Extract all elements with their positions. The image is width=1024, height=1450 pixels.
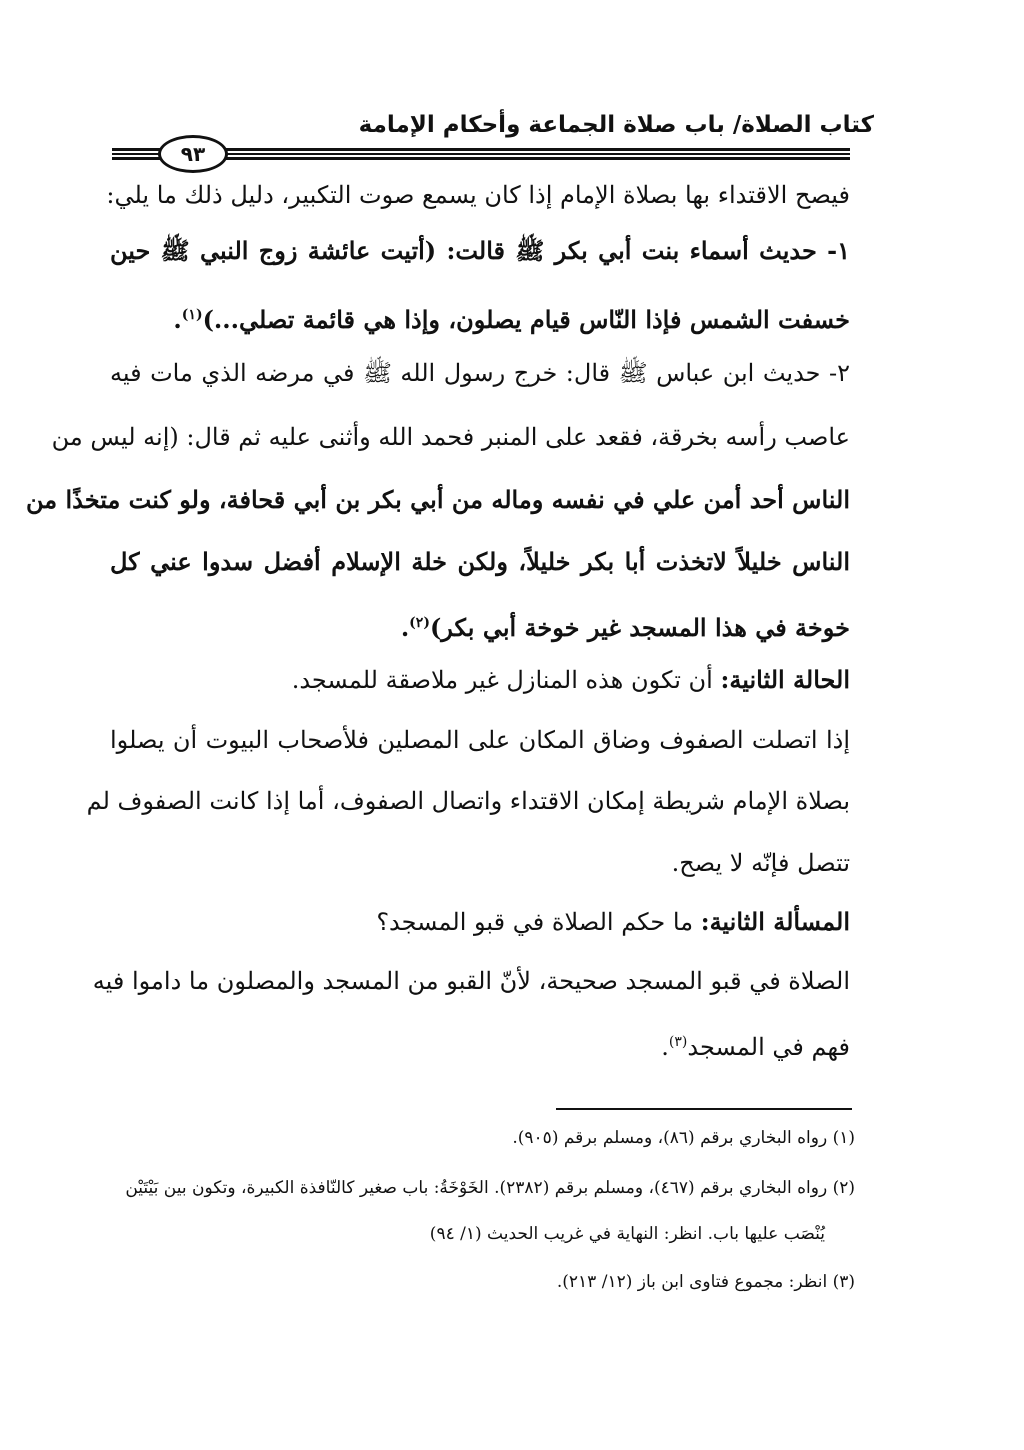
text-line: الصلاة في قبو المسجد صحيحة، لأنّ القبو من المسجد والمصلون ما داموا فيه [92, 967, 850, 995]
text-segment: أن تكون هذه المنازل غير ملاصقة للمسجد. [291, 666, 713, 694]
text-segment: ما حكم الصلاة في قبو المسجد؟ [376, 908, 694, 936]
footnote-ref: (٢) [409, 615, 430, 631]
footnote-ref: (١) [181, 307, 203, 323]
footnote-ref: (٣) [668, 1034, 688, 1050]
running-header-title: كتاب الصلاة/ باب صلاة الجماعة وأحكام الإمامة [358, 112, 874, 138]
text-segment: فهم في المسجد [687, 1033, 850, 1061]
section-label: الحالة الثانية: [720, 665, 850, 694]
footnote-item: (٢) رواه البخاري برقم (٤٦٧)، ومسلم برقم (٢٣٨٢). الخَوْخَةُ: باب صغير كالنّافذة الكبيرة، وتكون بين بَيْتَيْن [125, 1178, 855, 1198]
text-line: إذا اتصلت الصفوف وضاق المكان على المصلين فلأصحاب البيوت أن يصلوا [110, 726, 850, 754]
text-line [110, 663, 850, 697]
text-line: خسفت الشمس فإذا النّاس قيام يصلون، وإذا هي قائمة تصلي...)$^{(١)}$. [173, 305, 850, 334]
header-rule-left [112, 148, 162, 160]
footnote-item: (١) رواه البخاري برقم (٨٦)، ومسلم برقم (٩٠٥). [512, 1128, 855, 1148]
text-segment: خسفت الشمس فإذا النّاس قيام يصلون، وإذا هي قائمة تصلي...) [202, 305, 850, 334]
footnote-item: (٣) انظر: مجموع فتاوى ابن باز (١٢/ ٢١٣). [556, 1272, 855, 1292]
page-number: ٩٣ [158, 135, 228, 173]
text-line: الناس أحد أمن علي في نفسه وماله من أبي بكر بن أبي قحافة، ولو كنت متخذًا من [25, 485, 850, 514]
text-line: الناس خليلاً لاتخذت أبا بكر خليلاً، ولكن خلة الإسلام أفضل سدوا عني كل [110, 547, 850, 576]
text-line: ٢- حديث ابن عباس ﷺ قال: خرج رسول الله ﷺ في مرضه الذي مات فيه [110, 359, 850, 387]
text-line [110, 905, 850, 939]
section-label: المسألة الثانية: [700, 907, 850, 936]
text-line: فهم في المسجد$^{(٣)}$. [661, 1033, 850, 1061]
footnote-item: يُنْصَب عليها باب. انظر: النهاية في غريب الحديث (١/ ٩٤) [429, 1224, 825, 1244]
header-rule-right [222, 142, 850, 166]
text-line: خوخة في هذا المسجد غير خوخة أبي بكر)$^{(٢)}$. [400, 613, 850, 642]
footnote-separator [556, 1108, 852, 1110]
text-line: بصلاة الإمام شريطة إمكان الاقتداء واتصال الصفوف، أما إذا كانت الصفوف لم [86, 787, 850, 815]
text-line: فيصح الاقتداء بها بصلاة الإمام إذا كان يسمع صوت التكبير، دليل ذلك ما يلي: [106, 181, 850, 209]
text-line: عاصب رأسه بخرقة، فقعد على المنبر فحمد الله وأثنى عليه ثم قال: (إنه ليس من [51, 423, 850, 451]
text-line: ١- حديث أسماء بنت أبي بكر ﷺ قالت: (أتيت عائشة زوج النبي ﷺ حين [110, 236, 850, 265]
text-segment: خوخة في هذا المسجد غير خوخة أبي بكر) [429, 613, 850, 642]
text-line: تتصل فإنّه لا يصح. [671, 849, 850, 877]
